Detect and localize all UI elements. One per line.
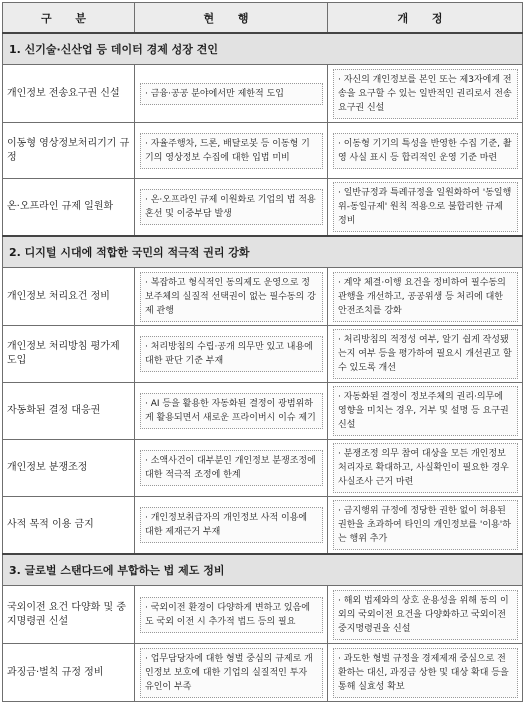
table-row: [3, 326, 523, 383]
row-current: [135, 440, 328, 497]
revised-text: · 과도한 형벌 규정을 경제제재 중심으로 전환하는 대신, 과징금 상한 및 대상 확대 등을 통해 실효성 확보: [333, 648, 518, 698]
table-row: [3, 179, 523, 237]
row-item: 이동형 영상정보처리기기 규정: [3, 123, 135, 179]
row-current: [135, 586, 328, 644]
row-revised: [328, 440, 523, 497]
current-text: · 자율주행차, 드론, 배달로봇 등 이동형 기기의 영상정보 수집에 대한 입법 미비: [140, 133, 323, 169]
table-row: [3, 268, 523, 326]
table-row: [3, 644, 523, 702]
row-item: 개인정보 전송요구권 신설: [3, 65, 135, 123]
revised-text: · 이동형 기기의 특성을 반영한 수집 기준, 촬영 사실 표시 등 합리적인 운영 기준 마련: [333, 133, 518, 169]
header-revised: 개 정: [328, 3, 523, 34]
table-row: [3, 440, 523, 497]
row-revised: [328, 326, 523, 383]
revised-text: · 처리방침의 적정성 여부, 알기 쉽게 작성됐는지 여부 등을 평가하여 필요시 개선권고 할 수 있도록 개선: [333, 329, 518, 379]
current-text: · 소액사건이 대부분인 개인정보 분쟁조정에 대한 적극적 조정에 한계: [140, 450, 323, 486]
row-item: 개인정보 처리방침 평가제 도입: [3, 326, 135, 383]
row-revised: [328, 123, 523, 179]
section-title: 2. 디지털 시대에 적합한 국민의 적극적 권리 강화: [3, 236, 523, 268]
revised-text: · 분쟁조정 의무 참여 대상을 모든 개인정보처리자로 확대하고, 사실확인이 필요한 경우 사실조사 근거 마련: [333, 443, 518, 493]
table-row: [3, 65, 523, 123]
row-revised: [328, 586, 523, 644]
row-current: [135, 65, 328, 123]
row-item: 과징금·벌칙 규정 정비: [3, 644, 135, 702]
current-text: · 개인정보취급자의 개인정보 사적 이용에 대한 제재근거 부재: [140, 507, 323, 543]
header-row: [3, 3, 523, 34]
section-title: 1. 신기술·신산업 등 데이터 경제 성장 견인: [3, 33, 523, 65]
row-current: [135, 123, 328, 179]
section-header: [3, 554, 523, 586]
row-revised: [328, 497, 523, 555]
row-revised: [328, 65, 523, 123]
header-category: 구 분: [3, 3, 135, 34]
comparison-table: [2, 2, 523, 702]
section-title: 3. 글로벌 스탠다드에 부합하는 법 제도 정비: [3, 554, 523, 586]
row-current: [135, 179, 328, 237]
current-text: · 온·오프라인 규제 이원화로 기업의 법 적용 혼선 및 이중부담 발생: [140, 189, 323, 225]
revised-text: · 자신의 개인정보를 본인 또는 제3자에게 전송을 요구할 수 있는 일반적인 권리로서 전송요구권 신설: [333, 69, 518, 119]
table-row: [3, 383, 523, 440]
row-item: 온·오프라인 규제 일원화: [3, 179, 135, 237]
table-row: [3, 586, 523, 644]
revised-text: · 금지행위 규정에 정당한 권한 없이 허용된 권한을 초과하여 타인의 개인정보를 '이용'하는 행위 추가: [333, 500, 518, 550]
row-revised: [328, 268, 523, 326]
row-item: 개인정보 처리요건 정비: [3, 268, 135, 326]
revised-text: · 자동화된 결정이 정보주체의 권리·의무에 영향을 미치는 경우, 거부 및 설명 등 요구권 신설: [333, 386, 518, 436]
row-item: 자동화된 결정 대응권: [3, 383, 135, 440]
row-current: [135, 497, 328, 555]
header-current: 현 행: [135, 3, 328, 34]
row-current: [135, 268, 328, 326]
current-text: · 복잡하고 형식적인 동의제도 운영으로 정보주체의 실질적 선택권이 없는 필수동의 강제 관행: [140, 272, 323, 322]
row-revised: [328, 383, 523, 440]
current-text: · 국외이전 환경이 다양하게 변하고 있음에도 국외 이전 시 추가적 법드 등의 필요: [140, 597, 323, 633]
row-current: [135, 644, 328, 702]
row-current: [135, 326, 328, 383]
row-revised: [328, 179, 523, 237]
revised-text: · 계약 체결·이행 요건을 정비하여 필수동의 관행을 개선하고, 공공위생 등 처리에 대한 안전조치를 강화: [333, 272, 518, 322]
row-revised: [328, 644, 523, 702]
section-header: [3, 236, 523, 268]
current-text: · AI 등을 활용한 자동화된 결정이 광범위하게 활용되면서 새로운 프라이버시 이슈 제기: [140, 393, 323, 429]
row-current: [135, 383, 328, 440]
row-item: 사적 목적 이용 금지: [3, 497, 135, 555]
current-text: · 업무담당자에 대한 형벌 중심의 규제로 개인정보 보호에 대한 기업의 실질적인 투자 유인이 부족: [140, 648, 323, 698]
table-row: [3, 497, 523, 555]
revised-text: · 해외 법제와의 상호 운용성을 위해 동의 이외의 국외이전 요건을 다양화하고 국외이전 중지명령권을 신설: [333, 590, 518, 640]
revised-text: · 일반규정과 특례규정을 일원화하여 '동일행위-동일규제' 원칙 적용으로 불합리한 규제 정비: [333, 182, 518, 232]
current-text: · 금융·공공 분야에서만 제한적 도입: [140, 83, 323, 105]
current-text: · 처리방침의 수립·공개 의무만 있고 내용에 대한 판단 기준 부재: [140, 336, 323, 372]
section-header: [3, 33, 523, 65]
table-row: [3, 123, 523, 179]
row-item: 국외이전 요건 다양화 및 중지명령권 신설: [3, 586, 135, 644]
row-item: 개인정보 분쟁조정: [3, 440, 135, 497]
